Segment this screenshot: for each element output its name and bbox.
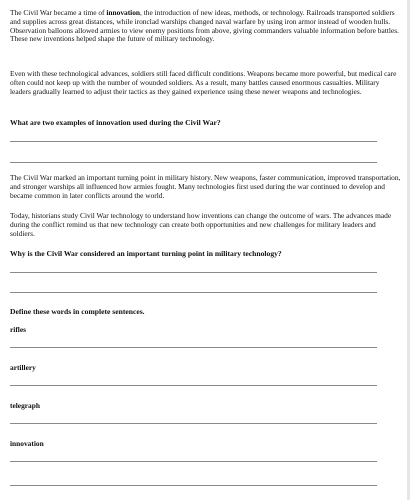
- intro-paragraph-1-start: The Civil War became a time of: [10, 8, 107, 17]
- answer-line-innovation-a[interactable]: [10, 461, 377, 462]
- innovation-term: innovation: [106, 8, 141, 17]
- vocab-word-telegraph: telegraph: [10, 401, 40, 410]
- vocab-word-innovation: innovation: [10, 439, 44, 448]
- answer-line-1b[interactable]: [10, 162, 377, 163]
- answer-line-1a[interactable]: [10, 141, 377, 142]
- intro-paragraph-2: Even with these technological advances, soldiers still faced difficult conditions. Weapons became more powerful, but medical care often could not keep up with the number of wounded soldiers. As a result, many battles caused enormous casualties. Military leaders gradually learned to adjust their tactics as they gained experience using these newer weapons and technologies.: [10, 69, 397, 96]
- question-2: Why is the Civil War considered an important turning point in military technology?: [10, 249, 282, 258]
- answer-line-2b[interactable]: [10, 292, 377, 293]
- turning-point-paragraph-2: Today, historians study Civil War technology to understand how inventions can change the outcome of wars. The advances made during the conflict remind us that new technology can create both opportunities and new challenges for military leaders and soldiers.: [10, 211, 392, 238]
- vocab-instruction: Define these words in complete sentences.: [10, 307, 145, 316]
- turning-point-paragraph-1: The Civil War marked an important turning point in military history. New weapons, faster communication, improved transportation, and stronger warships all influenced how armies fought. Many technologies first used during the war continued to develop and became common in later conflicts around the world.: [10, 173, 401, 200]
- question-1: What are two examples of innovation used during the Civil War?: [10, 118, 221, 127]
- vocab-word-rifles: rifles: [10, 325, 27, 334]
- vocab-word-artillery: artillery: [10, 363, 36, 372]
- intro-paragraph-1: [10, 9, 402, 44]
- intro-paragraph-1-rest: , the introduction of new ideas, methods, or technology. Railroads transported soldiers and supplies across great distances, while ironclad warships changed naval warfare by using iron armor instead of wooden hulls. Observation balloons allowed armies to view enemy positions from above, giving commanders valuable information before battles. These new inventions helped shape the future of military technology.: [10, 8, 399, 44]
- answer-line-innovation-b[interactable]: [10, 485, 377, 486]
- answer-line-rifles[interactable]: [10, 347, 377, 348]
- answer-line-2a[interactable]: [10, 272, 377, 273]
- answer-line-artillery[interactable]: [10, 385, 377, 386]
- answer-line-telegraph[interactable]: [10, 423, 377, 424]
